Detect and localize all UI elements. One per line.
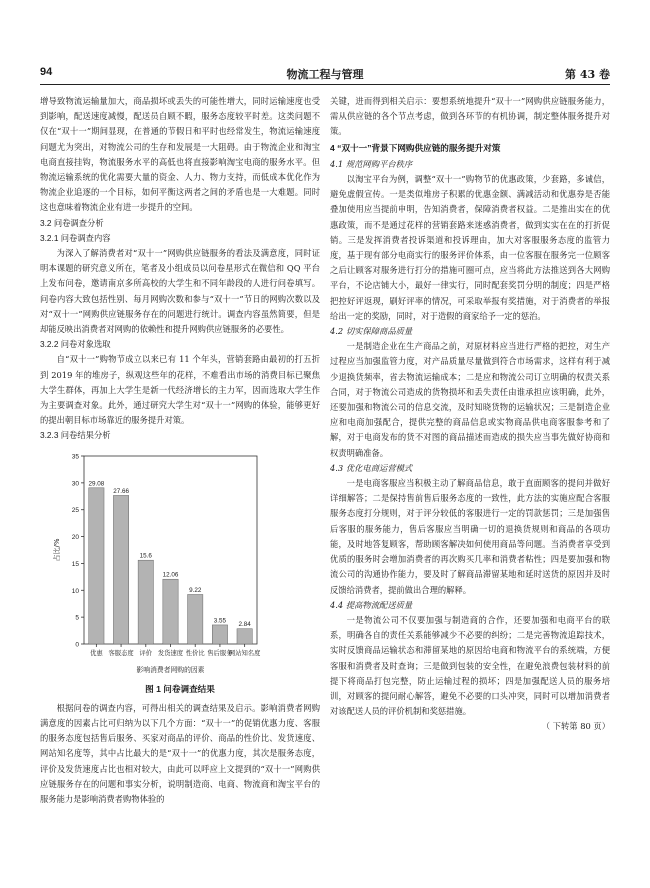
x-tick-label: 优惠: [90, 649, 103, 657]
y-tick-label: 10: [71, 587, 79, 595]
y-tick-label: 15: [71, 560, 79, 568]
y-tick-label: 20: [71, 533, 79, 541]
x-tick-label: 客服态度: [108, 649, 134, 657]
bar: [237, 628, 252, 643]
x-tick-label: 网站知名度: [228, 649, 261, 657]
paragraph: 一是电商客服应当积极主动了解商品信息，敢于直面顾客的提问并做好详细解答；二是保持售前售后服务态度的一致性，此方法的实施应配合客服服务态度打分规则，对于评分较低的客服进行一定的罚款惩罚；三是加强售后客服的服务能力，售后客服应当明确一切的退换货规则和商品的各项功能，及时地答复顾客，帮助顾客解决如何使用商品等问题。当消费者享受到优质的服务时会增加消费者的再次购买几率和消费者粘性；四是要加强和物流公司的沟通协作能力，要及时了解商品滞留某地和延时送货的原因并及时反馈给消费者，提前做出合理的解释。: [330, 478, 610, 595]
paragraph: 根据问卷的调查内容，可得出相关的调查结果及启示。影响消费者网购满意度的因素占比可归纳为以下几个方面：“双十一”的促销优惠力度、客服的服务态度包括售后服务、买家对商品的评价、商品的性价比、发货速度、网站知名度等，其中占比最大的是“双十一”的优惠力度，其次是服务态度，评价及发货速度占比也相对较大，由此可以呼应上文提到的“双十一”网购供应链服务存在的问题和事实分析，说明制造商、电商、物流商和淘宝平台的服务能力是影响消费者购物体验的: [40, 702, 320, 805]
bar: [212, 625, 227, 644]
bar-value-label: 3.55: [213, 617, 227, 625]
volume-label: 第 43 卷: [565, 68, 610, 81]
figure-caption: 图 1 问卷调查结果: [145, 683, 215, 694]
journal-title: 物流工程与管理: [286, 68, 364, 81]
section-heading-3-2-3: 3.2.3 问卷结果分析: [40, 430, 111, 441]
x-axis-label: 影响消费者网购的因素: [136, 665, 205, 674]
bar-value-label: 12.06: [162, 571, 179, 579]
survey-bar-chart: [50, 448, 265, 680]
bar-value-label: 9.22: [189, 586, 202, 594]
bar-value-label: 15.6: [139, 552, 152, 560]
bar-value-label: 2.84: [238, 620, 251, 628]
section-heading-4-3: 4.3 优化电商运营模式: [330, 462, 413, 473]
y-tick-label: 35: [71, 453, 79, 461]
y-tick-label: 25: [71, 506, 79, 514]
bar: [188, 594, 203, 644]
y-tick-label: 30: [71, 480, 79, 488]
section-heading-3-2-2: 3.2.2 问卷对象选取: [40, 339, 111, 350]
bar: [163, 579, 178, 644]
paragraph: 自“双十一”购物节成立以来已有 11 个年头，营销套路由最初的打五折到 2019 年的堆房子，纵观这些年的花样，不难看出市场的消费目标已聚焦大学生群体，再加上大学生是新一代经济增长的主力军，因而选取大学生作为主要调查对象。此外，通过研究大学生对“双十一”网购的体验，能够更好的提出朝目标市场靠近的服务提升对策。: [40, 354, 320, 426]
y-tick-label: 0: [75, 641, 79, 649]
section-heading-3-2-1: 3.2.1 问卷调查内容: [40, 232, 111, 243]
bar: [138, 560, 153, 644]
paragraph: 以淘宝平台为例，调整“双十一”购物节的优惠政策，少套路，多诚信，避免虚假宣传。一是类似堆房子积累的优惠金额、满减活动和优惠券是否能叠加使用应当提前申明，告知消费者，保障消费者权益。二是推出实在的优惠政策，而不是通过花样的营销套路来迷惑消费者，做到实实在在的打折促销。三是发挥消费者投诉渠道和投诉理由，加大对客服服务态度的监管力度，基于现有部分电商实行的服务评价体系，由一位客服在服务完一位顾客之后让顾客对服务进行打分的措施可圈可点，应当将此方法推送到各大网购平台，不论店铺大小，最好一律实行，同时配套奖罚分明的制度；四是严格把控好评返现，刷好评率的情况，可采取举报有奖措施，对于消费者的举报给出一定的奖励，同时，对于造假的商家给予一定的惩治。: [330, 174, 610, 321]
right-column: [330, 94, 610, 735]
y-tick-label: 5: [75, 614, 79, 622]
bar-value-label: 27.66: [113, 487, 129, 495]
x-tick-label: 评价: [139, 649, 153, 657]
paragraph: 一是物流公司不仅要加强与制造商的合作，还要加强和电商平台的联系，明确各自的责任关系能够减少不必要的纠纷；二是完善物流追踪技术，实时反馈商品运输状态和滞留某地的原因给电商和物流平台的系统端，方便客服和消费者及时查询；三是做到包装的安全性，在避免浪费包装材料的前提下将商品打包完整，防止运输过程的损坏；四是加强配送人员的服务培训，对顾客的提问耐心解答，避免不必要的口头冲突，同时可以增加消费者对该配送人员的评价机制和奖惩措施。: [330, 614, 610, 717]
paragraph: 关键，进而得到相关启示：要想系统地提升“双十一”网购供应链服务能力，需从供应链的各个节点考虑，做到各环节的有机协调，制定整体服务提升对策。: [330, 96, 610, 137]
bar: [113, 495, 128, 644]
section-heading-4-2: 4.2 切实保障商品质量: [330, 326, 413, 337]
paragraph: 增导致物流运输量加大，商品损坏或丢失的可能性增大，同时运输速度也受到影响，配送速度减慢，配送员自顾不暇，服务态度较平时差。这类问题不仅在“双十一”期间显现，在普通的节假日和平时也经常发生，物流运输速度问题尤为突出，对物流公司的生存和发展是一大阻碍。由于物流企业和淘宝电商直接挂钩，物流服务水平的高低也将直接影响淘宝电商的服务水平。但物流运输系统的优化需要大量的资金、人力、物力支持，而低成本优化作为物流企业追逐的一个目标，如何平衡这两者之间的矛盾也是一大难题。同时这也意味着物流企业有进一步提升的空间。: [40, 96, 320, 213]
section-heading-4-1: 4.1 规范网购平台秩序: [330, 158, 413, 169]
page-header: [40, 66, 610, 82]
x-tick-label: 性价比: [185, 649, 205, 657]
bar: [89, 487, 104, 643]
chart-svg: [50, 448, 265, 680]
bar-value-label: 29.08: [88, 479, 105, 487]
section-heading-4-4: 4.4 提高物流配送质量: [330, 599, 413, 610]
left-column: [40, 94, 320, 807]
paragraph: 一是制造企业在生产商品之前，对原材料应当进行严格的把控，对生产过程应当加强监管力度，对产品质量尽量做到符合市场需求，这样有利于减少退换货频率，省去物流运输成本；二是应和物流公司订立明确的权责关系合同，对于物流公司造成的货物损坏和丢失责任由谁承担应该明确，此外，还要加强和物流公司的信息交流，及时知晓货物的运输状况；三是制造企业应和电商加强配合，提供完整的商品信息或实物商品供电商客服参考和了解，对于电商发布的货不对图的商品描述而造成的损失应当事先做好协商和权责明确准备。: [330, 341, 610, 458]
header-rule: [40, 84, 610, 85]
continued-note: （ 下转第 80 页）: [541, 721, 610, 732]
section-heading-3-2: 3.2 问卷调查分析: [40, 217, 104, 228]
page-number: 94: [40, 66, 53, 78]
y-axis-label: 占比/%: [53, 538, 61, 562]
paragraph: 为深入了解消费者对“双十一”网购供应链服务的看法及满意度，同时证明本课题的研究意义所在，笔者及小组成员以问卷星形式在微信和 QQ 平台上发布问卷，邀请南京多所高校的大学生和不同年龄段的人进行问卷填写。问卷内容大致包括性别、每月网购次数和参与“双十一”节日的网购次数以及对“双十一”网购供应链服务存在的问题进行统计。调查内容虽然简要，但是却能反映出消费者对网购的依赖性和提升网购供应链服务的必要性。: [40, 248, 320, 335]
x-tick-label: 售后服务: [207, 649, 233, 657]
x-tick-label: 发货速度: [157, 649, 184, 657]
section-heading-4: 4 “双十一”背景下网购供应链的服务提升对策: [330, 142, 501, 153]
